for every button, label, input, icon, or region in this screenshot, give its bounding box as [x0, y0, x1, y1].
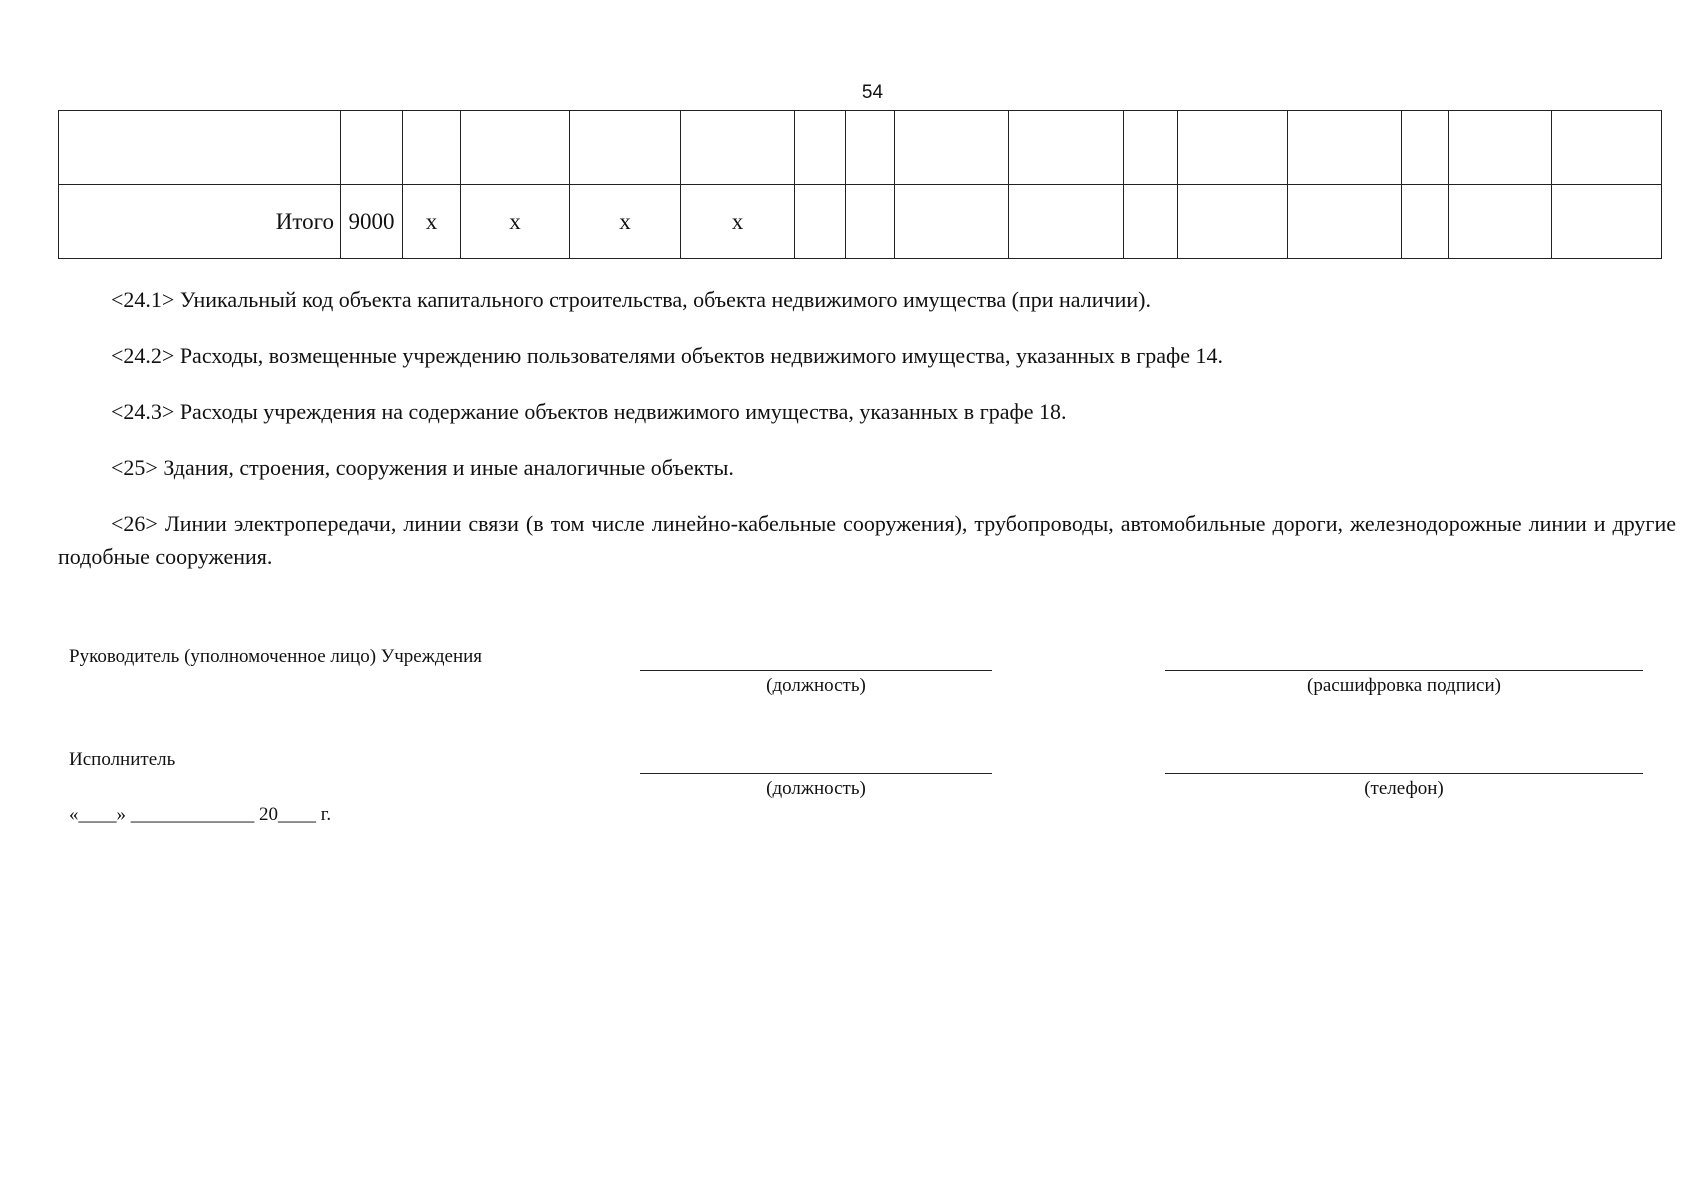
table-cell — [846, 111, 895, 185]
footnote-24-1: <24.1> Уникальный код объекта капитального строительства, объекта недвижимого имущества (при наличии). — [111, 287, 1151, 312]
executor-position-line[interactable] — [640, 773, 992, 774]
footnote-24-3: <24.3> Расходы учреждения на содержание объектов недвижимого имущества, указанных в графе 18. — [111, 399, 1067, 424]
total-cell: х — [570, 185, 681, 259]
table-cell — [681, 111, 795, 185]
table-cell — [461, 111, 570, 185]
head-signature-label: Руководитель (уполномоченное лицо) Учреждения — [69, 646, 483, 667]
table-cell — [1009, 111, 1124, 185]
table-cell — [1402, 111, 1449, 185]
total-cell: 9000 — [341, 185, 403, 259]
executor-phone-caption: (телефон) — [1364, 778, 1444, 799]
head-position-caption: (должность) — [766, 675, 866, 696]
executor-position-caption: (должность) — [766, 778, 866, 799]
report-table — [58, 110, 1662, 259]
date-line[interactable]: «____» _____________ 20____ г. — [69, 804, 332, 825]
executor-label: Исполнитель — [69, 749, 176, 770]
total-label: Итого — [59, 185, 341, 259]
total-cell: х — [461, 185, 570, 259]
total-cell — [1449, 185, 1552, 259]
total-cell — [846, 185, 895, 259]
footnote-24-2: <24.2> Расходы, возмещенные учреждению пользователями объектов недвижимого имущества, указанных в графе 14. — [111, 343, 1224, 368]
table-cell — [1449, 111, 1552, 185]
table-cell — [795, 111, 846, 185]
footnotes — [58, 283, 1676, 596]
table-cell — [1288, 111, 1402, 185]
total-cell — [1552, 185, 1662, 259]
table-row-total — [59, 185, 1662, 259]
head-signature-line[interactable] — [1165, 670, 1643, 671]
table-cell — [570, 111, 681, 185]
total-cell — [1009, 185, 1124, 259]
footnote-25: <25> Здания, строения, сооружения и иные аналогичные объекты. — [111, 455, 734, 480]
total-cell: х — [681, 185, 795, 259]
table-cell — [341, 111, 403, 185]
table-cell — [1124, 111, 1178, 185]
head-signature-caption: (расшифровка подписи) — [1307, 675, 1501, 696]
total-cell — [1178, 185, 1288, 259]
total-cell — [1402, 185, 1449, 259]
footnote-26: <26> Линии электропередачи, линии связи (в том числе линейно-кабельные сооружения), трубопроводы, автомобильные дороги, железнодорожные линии и другие подобные сооружения. — [58, 511, 1676, 569]
total-cell — [1124, 185, 1178, 259]
total-cell — [795, 185, 846, 259]
table-row-blank — [59, 111, 1662, 185]
head-position-line[interactable] — [640, 670, 992, 671]
page-number: 54 — [861, 82, 884, 103]
table-cell — [1178, 111, 1288, 185]
total-cell: х — [403, 185, 461, 259]
total-cell — [1288, 185, 1402, 259]
table-cell — [59, 111, 341, 185]
table-cell — [895, 111, 1009, 185]
executor-phone-line[interactable] — [1165, 773, 1643, 774]
table-cell — [1552, 111, 1662, 185]
total-cell — [895, 185, 1009, 259]
table-cell — [403, 111, 461, 185]
